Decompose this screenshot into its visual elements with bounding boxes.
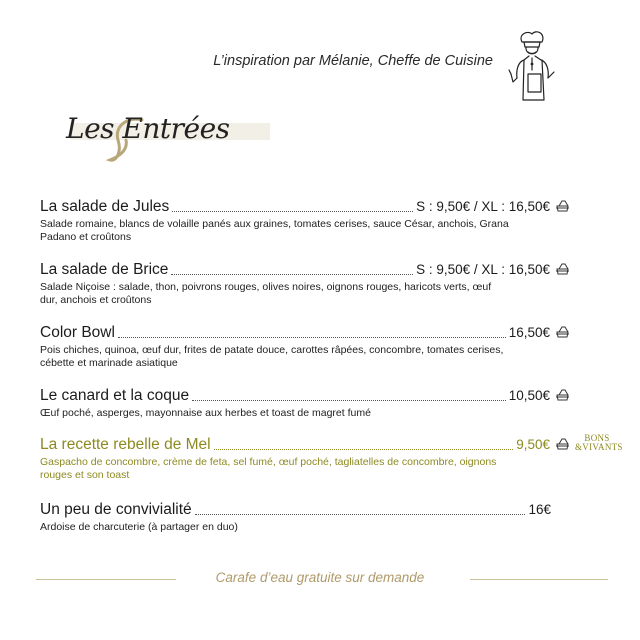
footer-note: Carafe d’eau gratuite sur demande (215, 570, 425, 585)
dot-leader (195, 514, 526, 515)
item-price: S : 9,50€ / XL : 16,50€ (416, 199, 550, 214)
item-price: S : 9,50€ / XL : 16,50€ (416, 262, 550, 277)
item-name: La salade de Brice (40, 261, 169, 278)
item-description: Gaspacho de concombre, crème de feta, sel fumé, œuf poché, tagliatelles de concombre, oignons rouges et son toast (40, 456, 497, 481)
item-description: Ardoise de charcuterie (à partager en duo) (40, 521, 238, 533)
menu-item (40, 386, 570, 420)
item-name: La recette rebelle de Mel (40, 436, 211, 453)
item-price: 10,50€ (508, 388, 550, 403)
bons-vivants-badge (575, 433, 623, 452)
item-price: 9,50€ (516, 437, 550, 452)
menu-item-featured (40, 435, 570, 482)
item-name: Un peu de convivialité (40, 501, 192, 518)
menu-item (40, 500, 551, 534)
dot-leader (172, 211, 413, 212)
menu-item (40, 323, 570, 370)
dot-leader (192, 400, 506, 401)
item-name: Color Bowl (40, 324, 115, 341)
menu-item (40, 260, 570, 307)
section-title (62, 110, 272, 165)
item-description: Salade Niçoise : salade, thon, poivrons rouges, olives noires, oignons rouges, haricots verts, œuf dur, anchois et croûtons (40, 281, 492, 306)
dot-leader (118, 337, 506, 338)
chef-illustration (508, 30, 556, 104)
badge-line1: BONS (584, 433, 610, 443)
takeaway-icon (555, 199, 570, 213)
item-name: La salade de Jules (40, 198, 170, 215)
item-description: Pois chiches, quinoa, œuf dur, frites de patate douce, carottes râpées, concombre, tomates cerises, cébette et marinade asiatique (40, 344, 504, 369)
takeaway-icon (555, 262, 570, 276)
item-price: 16€ (528, 502, 551, 517)
takeaway-icon (555, 437, 570, 451)
dot-leader (214, 449, 514, 450)
section-title-text: Les Entrées (66, 112, 230, 145)
item-description: Salade romaine, blancs de volaille panés aux graines, tomates cerises, sauce César, anchois, Grana Padano et croûtons (40, 218, 509, 243)
intro-text: L’inspiration par Mélanie, Cheffe de Cuisine (213, 53, 493, 69)
item-description: Œuf poché, asperges, mayonnaise aux herbes et toast de magret fumé (40, 407, 371, 419)
dot-leader (171, 274, 413, 275)
takeaway-icon (555, 388, 570, 402)
takeaway-icon (555, 325, 570, 339)
item-price: 16,50€ (508, 325, 550, 340)
item-name: Le canard et la coque (40, 387, 190, 404)
badge-line2: &VIVANTS (575, 442, 623, 452)
menu-item (40, 197, 570, 244)
